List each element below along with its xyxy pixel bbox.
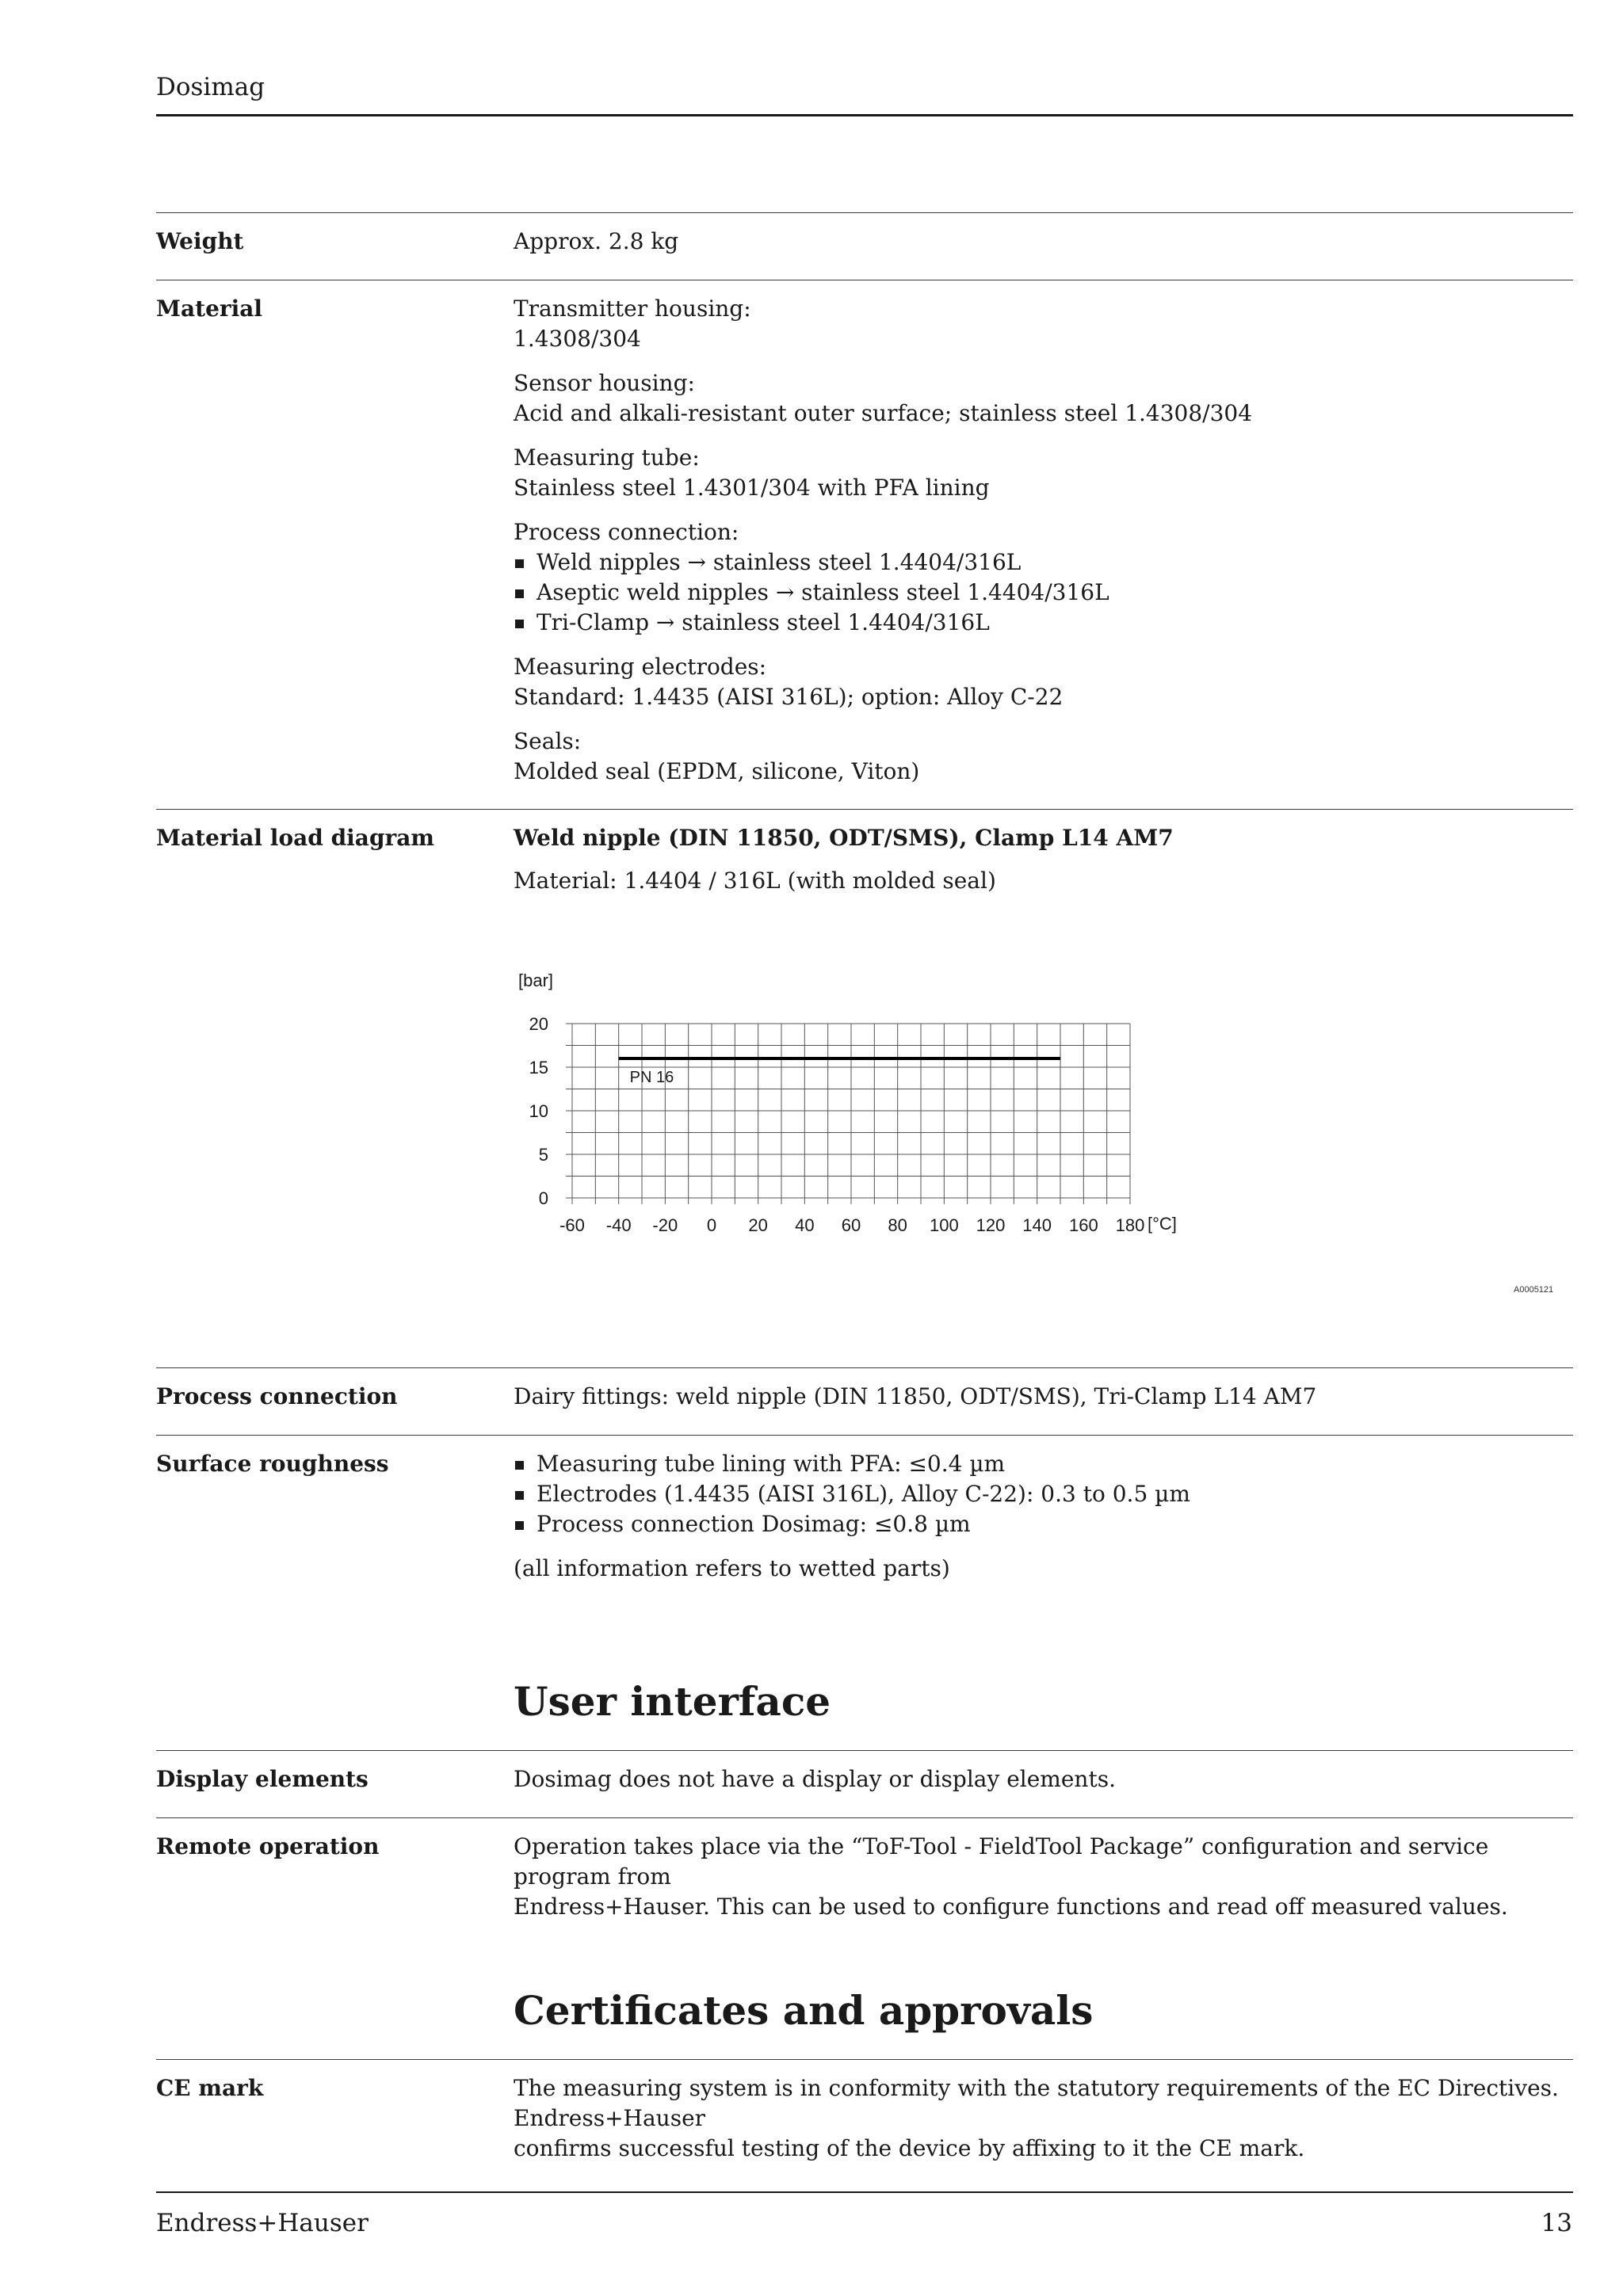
sensor-housing-title: Sensor housing: xyxy=(514,370,695,396)
y-tick-label: 15 xyxy=(529,1058,548,1077)
y-tick-label: 0 xyxy=(538,1188,548,1208)
load-diagram-material: Material: 1.4404 / 316L (with molded seal) xyxy=(514,868,996,894)
material-load-chart xyxy=(507,959,1205,1252)
row-divider-display xyxy=(156,1750,1573,1751)
series-label: PN 16 xyxy=(629,1069,674,1086)
remote-operation-line-1: Operation takes place via the “ToF-Tool - FieldTool Package” configuration and service program from xyxy=(514,1833,1489,1890)
remote-operation-label: Remote operation xyxy=(156,1833,380,1859)
display-elements-value: Dosimag does not have a display or display elements. xyxy=(514,1766,1116,1792)
sensor-housing-value: Acid and alkali-resistant outer surface; stainless steel 1.4308/304 xyxy=(514,400,1253,426)
page-number: 13 xyxy=(1541,2209,1572,2237)
list-item: Process connection Dosimag: ≤0.8 µm xyxy=(514,1509,1575,1539)
ce-mark-line-1: The measuring system is in conformity with the statutory requirements of the EC Directives. Endress+Hauser xyxy=(514,2075,1559,2131)
process-connection-label: Process connection xyxy=(156,1383,398,1409)
list-item: Measuring tube lining with PFA: ≤0.4 µm xyxy=(514,1449,1575,1479)
process-connection-title: Process connection: xyxy=(514,519,739,545)
x-tick-label: 140 xyxy=(1022,1215,1052,1235)
measuring-tube-value: Stainless steel 1.4301/304 with PFA lining xyxy=(514,475,990,501)
list-item: Weld nipples → stainless steel 1.4404/316L xyxy=(514,547,1575,578)
weight-label: Weight xyxy=(156,228,244,254)
x-tick-label: -40 xyxy=(605,1215,632,1235)
material-content xyxy=(514,294,1575,801)
display-elements-content xyxy=(514,1764,1575,1794)
x-tick-label: 0 xyxy=(706,1215,717,1235)
y-tick-label: 20 xyxy=(529,1014,548,1034)
user-interface-heading: User interface xyxy=(514,1678,831,1725)
surface-roughness-content xyxy=(514,1449,1575,1598)
transmitter-housing-title: Transmitter housing: xyxy=(514,296,751,322)
x-tick-label: -60 xyxy=(559,1215,585,1235)
y-tick-label: 10 xyxy=(529,1101,548,1121)
load-diagram-heading: Weld nipple (DIN 11850, ODT/SMS), Clamp L14 AM7 xyxy=(514,825,1174,851)
ce-mark-label: CE mark xyxy=(156,2075,264,2101)
list-item: Electrodes (1.4435 (AISI 316L), Alloy C-22): 0.3 to 0.5 µm xyxy=(514,1479,1575,1509)
x-tick-label: 160 xyxy=(1068,1215,1098,1235)
remote-operation-line-2: Endress+Hauser. This can be used to configure functions and read off measured values. xyxy=(514,1894,1508,1920)
surface-roughness-note: (all information refers to wetted parts) xyxy=(514,1555,950,1581)
y-axis-label: [bar] xyxy=(518,971,554,990)
x-tick-label: 80 xyxy=(888,1215,907,1235)
row-divider-weight xyxy=(156,212,1573,213)
seals-value: Molded seal (EPDM, silicone, Viton) xyxy=(514,758,920,784)
x-tick-label: 60 xyxy=(841,1215,861,1235)
list-item: Tri-Clamp → stainless steel 1.4404/316L xyxy=(514,608,1575,638)
x-tick-label: 180 xyxy=(1115,1215,1145,1235)
row-divider-remote xyxy=(156,1817,1573,1818)
footer-rule xyxy=(156,2191,1573,2193)
x-tick-label: 120 xyxy=(976,1215,1006,1235)
load-diagram-label: Material load diagram xyxy=(156,825,435,851)
ce-mark-line-2: confirms successful testing of the device by affixing to it the CE mark. xyxy=(514,2135,1305,2161)
process-connection-value: Dairy fittings: weld nipple (DIN 11850, ODT/SMS), Tri-Clamp L14 AM7 xyxy=(514,1383,1317,1409)
transmitter-housing-value: 1.4308/304 xyxy=(514,326,641,352)
x-tick-label: 40 xyxy=(795,1215,815,1235)
electrodes-title: Measuring electrodes: xyxy=(514,654,767,680)
row-divider-surface-roughness xyxy=(156,1435,1573,1436)
x-tick-label: 100 xyxy=(929,1215,959,1235)
surface-roughness-label: Surface roughness xyxy=(156,1451,389,1477)
display-elements-label: Display elements xyxy=(156,1766,369,1792)
x-axis-label: [°C] xyxy=(1148,1214,1177,1234)
row-divider-process-connection xyxy=(156,1367,1573,1368)
material-label: Material xyxy=(156,296,263,322)
remote-operation-content xyxy=(514,1832,1575,1922)
weight-text: Approx. 2.8 kg xyxy=(514,228,679,254)
x-tick-label: 20 xyxy=(748,1215,768,1235)
footer-brand: Endress+Hauser xyxy=(156,2209,369,2237)
figure-id: A0005121 xyxy=(1514,1285,1554,1295)
load-diagram-content xyxy=(514,823,1575,910)
row-divider-load-diagram xyxy=(156,809,1573,810)
header-rule xyxy=(156,114,1573,116)
certificates-heading: Certificates and approvals xyxy=(514,1987,1094,2034)
row-divider-ce xyxy=(156,2059,1573,2060)
measuring-tube-title: Measuring tube: xyxy=(514,444,700,471)
process-connection-content xyxy=(514,1382,1575,1412)
seals-title: Seals: xyxy=(514,728,582,754)
list-item: Aseptic weld nipples → stainless steel 1.4404/316L xyxy=(514,578,1575,608)
x-tick-label: -20 xyxy=(652,1215,678,1235)
weight-value xyxy=(514,227,1575,257)
ce-mark-content xyxy=(514,2073,1575,2164)
y-tick-label: 5 xyxy=(538,1145,548,1165)
electrodes-value: Standard: 1.4435 (AISI 316L); option: Alloy C-22 xyxy=(514,684,1064,710)
page-header-title: Dosimag xyxy=(156,73,265,101)
